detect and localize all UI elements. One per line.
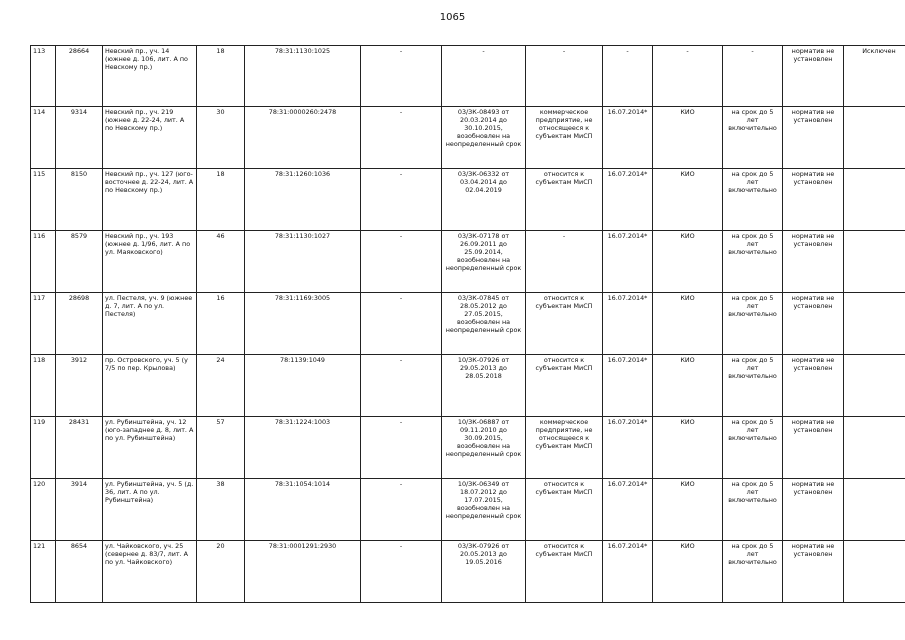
row-norm: норматив не установлен <box>783 107 844 169</box>
row-cadastral: 78:31:1224:1003 <box>245 417 361 479</box>
row-cadastral: 78:31:1130:1027 <box>245 231 361 293</box>
row-number: 118 <box>31 355 56 417</box>
registry-table <box>30 45 905 603</box>
row-agreement: 03/ЗК-07845 от 28.05.2012 до 27.05.2015, возобновлен на неопределенный срок <box>442 293 526 355</box>
row-agreement: 10/ЗК-07926 от 29.05.2013 до 28.05.2018 <box>442 355 526 417</box>
row-id: 9314 <box>56 107 103 169</box>
row-agreement: 10/ЗК-06887 от 09.11.2010 до 30.09.2015, возобновлен на неопределенный срок <box>442 417 526 479</box>
row-col10: на срок до 5 лет включительно <box>723 293 783 355</box>
row-cadastral: 78:31:1130:1025 <box>245 46 361 107</box>
row-col5: - <box>361 541 442 603</box>
row-col5: - <box>361 355 442 417</box>
row-col9: КИО <box>653 355 723 417</box>
row-address: Невский пр., уч. 193 (южнее д. 1/96, лит. А по ул. Маяковского) <box>103 231 197 293</box>
row-count: 46 <box>197 231 245 293</box>
row-col10: на срок до 5 лет включительно <box>723 355 783 417</box>
row-cadastral: 78:31:1054:1014 <box>245 479 361 541</box>
row-col7: коммерческое предприятие, не относящееся к субъектам МиСП <box>526 107 603 169</box>
row-count: 24 <box>197 355 245 417</box>
row-col8: 16.07.2014* <box>603 231 653 293</box>
row-col9: КИО <box>653 479 723 541</box>
row-col8: 16.07.2014* <box>603 479 653 541</box>
row-number: 114 <box>31 107 56 169</box>
row-norm: норматив не установлен <box>783 169 844 231</box>
row-cadastral: 78:31:1169:3005 <box>245 293 361 355</box>
row-count: 20 <box>197 541 245 603</box>
table-row <box>31 107 905 169</box>
row-col9: КИО <box>653 107 723 169</box>
table-row <box>31 541 905 603</box>
row-address: ул. Чайковского, уч. 25 (севернее д. 83/7, лит. А по ул. Чайковского) <box>103 541 197 603</box>
row-note <box>844 169 905 231</box>
row-agreement: 03/ЗК-07178 от 26.09.2011 до 25.09.2014, возобновлен на неопределенный срок <box>442 231 526 293</box>
row-count: 30 <box>197 107 245 169</box>
row-number: 117 <box>31 293 56 355</box>
row-note <box>844 293 905 355</box>
row-col5: - <box>361 417 442 479</box>
row-agreement: 03/ЗК-08493 от 20.03.2014 до 30.10.2015, возобновлен на неопределенный срок <box>442 107 526 169</box>
row-number: 121 <box>31 541 56 603</box>
row-col7: - <box>526 231 603 293</box>
row-id: 8654 <box>56 541 103 603</box>
row-note: Исключен <box>844 46 905 107</box>
row-address: ул. Рубинштейна, уч. 5 (д. 36, лит. А по ул. Рубинштейна) <box>103 479 197 541</box>
row-col9: КИО <box>653 169 723 231</box>
row-col7: относится к субъектам МиСП <box>526 355 603 417</box>
row-cadastral: 78:1139:1049 <box>245 355 361 417</box>
table-row <box>31 417 905 479</box>
row-col7: - <box>526 46 603 107</box>
row-address: ул. Рубинштейна, уч. 12 (юго-западнее д. 8, лит. А по ул. Рубинштейна) <box>103 417 197 479</box>
row-norm: норматив не установлен <box>783 293 844 355</box>
row-id: 28698 <box>56 293 103 355</box>
row-agreement: 03/ЗК-06332 от 03.04.2014 до 02.04.2019 <box>442 169 526 231</box>
row-number: 119 <box>31 417 56 479</box>
row-address: ул. Пестеля, уч. 9 (южнее д. 7, лит. А по ул. Пестеля) <box>103 293 197 355</box>
row-address: Невский пр., уч. 127 (юго-восточнее д. 22-24, лит. А по Невскому пр.) <box>103 169 197 231</box>
row-col5: - <box>361 46 442 107</box>
table-row <box>31 293 905 355</box>
row-number: 120 <box>31 479 56 541</box>
row-number: 115 <box>31 169 56 231</box>
row-col9: КИО <box>653 541 723 603</box>
row-col8: 16.07.2014* <box>603 355 653 417</box>
row-norm: норматив не установлен <box>783 417 844 479</box>
row-col10: на срок до 5 лет включительно <box>723 541 783 603</box>
row-col7: относится к субъектам МиСП <box>526 169 603 231</box>
row-note <box>844 355 905 417</box>
row-col8: 16.07.2014* <box>603 541 653 603</box>
row-id: 8150 <box>56 169 103 231</box>
row-address: Невский пр., уч. 14 (южнее д. 106, лит. А по Невскому пр.) <box>103 46 197 107</box>
row-col9: КИО <box>653 417 723 479</box>
row-col7: относится к субъектам МиСП <box>526 479 603 541</box>
row-note <box>844 479 905 541</box>
row-agreement: - <box>442 46 526 107</box>
row-id: 8579 <box>56 231 103 293</box>
table-row <box>31 355 905 417</box>
row-col8: 16.07.2014* <box>603 417 653 479</box>
row-agreement: 10/ЗК-06349 от 18.07.2012 до 17.07.2015, возобновлен на неопределенный срок <box>442 479 526 541</box>
row-col10: на срок до 5 лет включительно <box>723 107 783 169</box>
row-cadastral: 78:31:0000260:2478 <box>245 107 361 169</box>
table-row <box>31 169 905 231</box>
row-col10: на срок до 5 лет включительно <box>723 417 783 479</box>
row-col8: 16.07.2014* <box>603 169 653 231</box>
table-row <box>31 231 905 293</box>
row-col8: - <box>603 46 653 107</box>
row-count: 57 <box>197 417 245 479</box>
row-norm: норматив не установлен <box>783 541 844 603</box>
row-col10: на срок до 5 лет включительно <box>723 169 783 231</box>
row-norm: норматив не установлен <box>783 231 844 293</box>
row-col5: - <box>361 107 442 169</box>
row-note <box>844 541 905 603</box>
row-cadastral: 78:31:0001291:2930 <box>245 541 361 603</box>
row-id: 28664 <box>56 46 103 107</box>
table-row <box>31 46 905 107</box>
row-col9: КИО <box>653 293 723 355</box>
row-count: 18 <box>197 169 245 231</box>
row-norm: норматив не установлен <box>783 46 844 107</box>
row-col5: - <box>361 169 442 231</box>
row-col5: - <box>361 293 442 355</box>
row-col8: 16.07.2014* <box>603 293 653 355</box>
row-id: 3912 <box>56 355 103 417</box>
row-col7: коммерческое предприятие, не относящееся к субъектам МиСП <box>526 417 603 479</box>
row-count: 16 <box>197 293 245 355</box>
row-address: пр. Островского, уч. 5 (у 7/5 по пер. Крылова) <box>103 355 197 417</box>
row-col10: на срок до 5 лет включительно <box>723 479 783 541</box>
row-count: 38 <box>197 479 245 541</box>
row-norm: норматив не установлен <box>783 479 844 541</box>
row-col10: на срок до 5 лет включительно <box>723 231 783 293</box>
row-number: 116 <box>31 231 56 293</box>
row-note <box>844 417 905 479</box>
row-address: Невский пр., уч. 219 (южнее д. 22-24, лит. А по Невскому пр.) <box>103 107 197 169</box>
row-col9: КИО <box>653 231 723 293</box>
row-id: 3914 <box>56 479 103 541</box>
row-col7: относится к субъектам МиСП <box>526 541 603 603</box>
row-col5: - <box>361 479 442 541</box>
row-number: 113 <box>31 46 56 107</box>
row-id: 28431 <box>56 417 103 479</box>
page-number: 1065 <box>439 12 466 23</box>
row-col8: 16.07.2014* <box>603 107 653 169</box>
row-col7: относится к субъектам МиСП <box>526 293 603 355</box>
row-cadastral: 78:31:1260:1036 <box>245 169 361 231</box>
row-norm: норматив не установлен <box>783 355 844 417</box>
row-col10: - <box>723 46 783 107</box>
table-row <box>31 479 905 541</box>
row-agreement: 03/ЗК-07926 от 20.05.2013 до 19.05.2016 <box>442 541 526 603</box>
row-col9: - <box>653 46 723 107</box>
row-note <box>844 107 905 169</box>
row-col5: - <box>361 231 442 293</box>
row-note <box>844 231 905 293</box>
row-count: 18 <box>197 46 245 107</box>
